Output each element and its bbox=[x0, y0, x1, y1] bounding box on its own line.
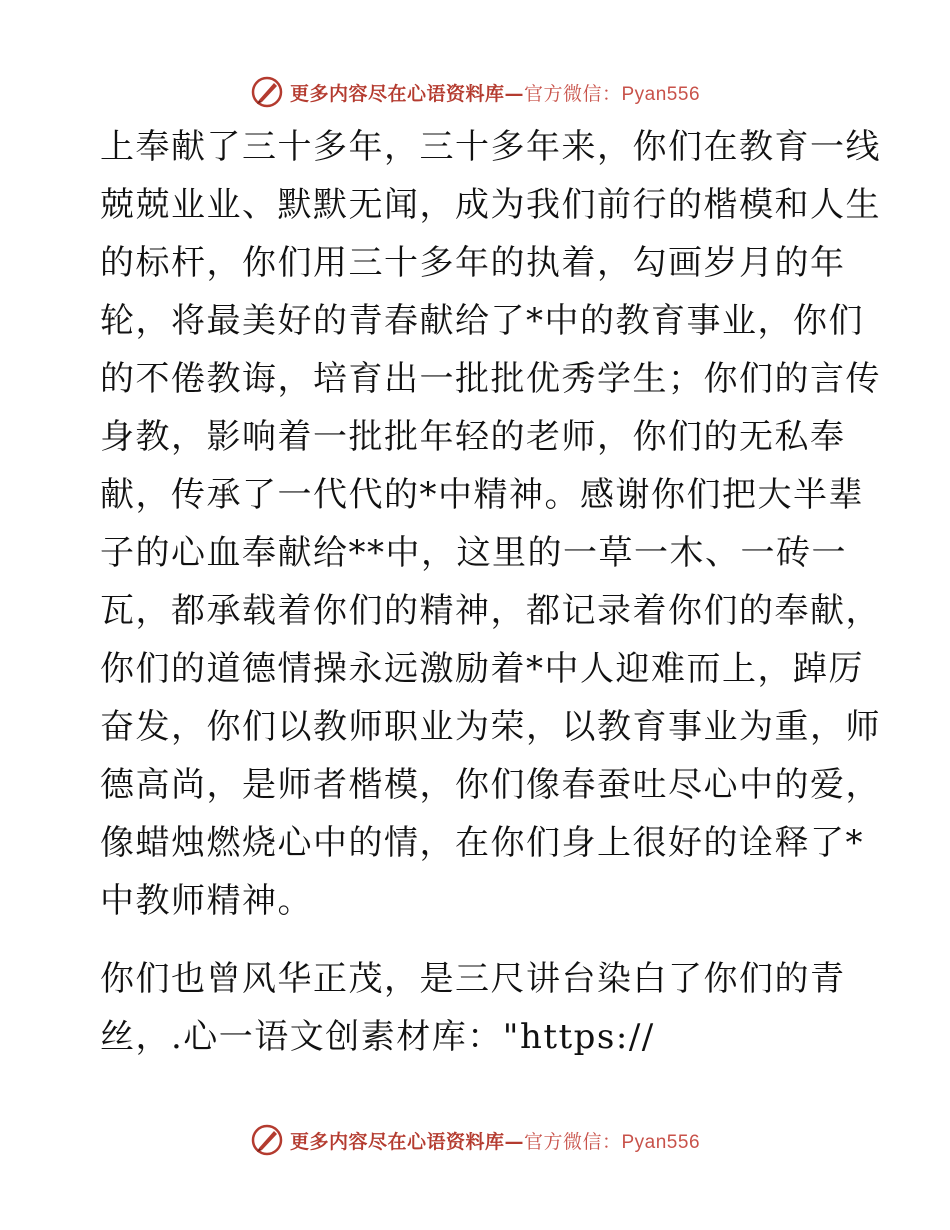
header-banner-wechat: 官方微信：Pyan556 bbox=[524, 83, 701, 105]
footer-banner-dash: — bbox=[504, 1130, 524, 1153]
text-line: 子的心血奉献给**中，这里的一草一木、一砖一 bbox=[100, 533, 847, 573]
text-line: 丝，.心一语文创素材库："https:// bbox=[100, 1017, 655, 1057]
paragraph-2 bbox=[100, 950, 860, 1066]
text-line: 兢兢业业、默默无闻，成为我们前行的楷模和人生 bbox=[100, 185, 881, 225]
page-header bbox=[0, 72, 950, 112]
text-line: 中教师精神。 bbox=[100, 881, 313, 921]
text-line: 像蜡烛燃烧心中的情，在你们身上很好的诠释了* bbox=[100, 823, 864, 863]
footer-banner-wechat: 官方微信：Pyan556 bbox=[524, 1131, 701, 1153]
text-line: 你们也曾风华正茂，是三尺讲台染白了你们的青 bbox=[100, 959, 846, 999]
text-line: 的不倦教诲，培育出一批批优秀学生；你们的言传 bbox=[100, 359, 881, 399]
text-line: 你们的道德情操永远激励着*中人迎难而上，踔厉 bbox=[100, 649, 864, 689]
document-body bbox=[100, 118, 881, 1066]
text-line: 瓦，都承载着你们的精神，都记录着你们的奉献， bbox=[100, 591, 881, 631]
quill-pen-icon bbox=[250, 1123, 284, 1157]
text-line: 的标杆，你们用三十多年的执着，勾画岁月的年 bbox=[100, 243, 846, 283]
page-footer bbox=[0, 1120, 950, 1160]
header-banner bbox=[290, 79, 700, 106]
text-line: 奋发，你们以教师职业为荣，以教育事业为重，师 bbox=[100, 707, 881, 747]
header-banner-dash: — bbox=[504, 82, 524, 105]
footer-banner bbox=[290, 1127, 700, 1154]
text-line: 身教，影响着一批批年轻的老师，你们的无私奉 bbox=[100, 417, 846, 457]
header-banner-main: 更多内容尽在心语资料库 bbox=[289, 82, 505, 105]
text-line: 轮，将最美好的青春献给了*中的教育事业，你们 bbox=[100, 301, 864, 341]
footer-banner-main: 更多内容尽在心语资料库 bbox=[289, 1130, 505, 1153]
quill-pen-icon bbox=[250, 75, 284, 109]
text-line: 上奉献了三十多年，三十多年来，你们在教育一线 bbox=[100, 127, 881, 167]
text-line: 献，传承了一代代的*中精神。感谢你们把大半辈 bbox=[100, 475, 864, 515]
text-line: 德高尚，是师者楷模，你们像春蚕吐尽心中的爱， bbox=[100, 765, 881, 805]
paragraph-1 bbox=[100, 118, 881, 930]
